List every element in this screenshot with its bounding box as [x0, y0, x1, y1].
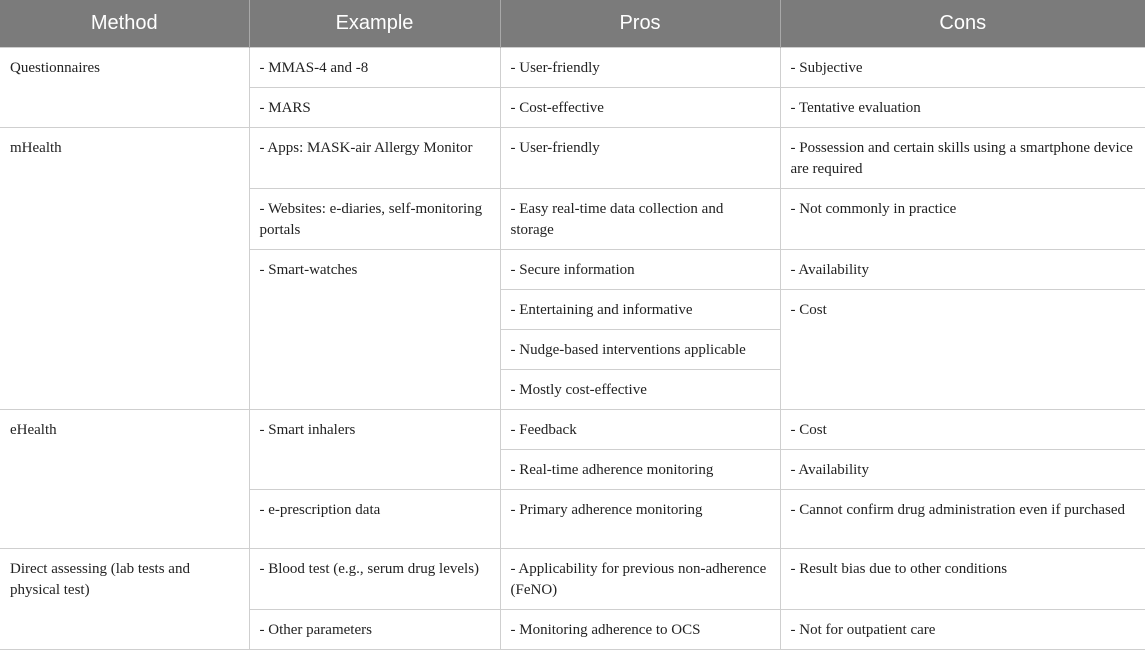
cons-cell: - Subjective [780, 48, 1145, 88]
method-cell: mHealth [0, 128, 249, 410]
cons-cell: - Cost [780, 410, 1145, 450]
example-cell: - Other parameters [249, 610, 500, 650]
header-row [0, 0, 1145, 48]
pros-cell: - Primary adherence monitoring [500, 490, 780, 549]
pros-cell: - Easy real-time data collection and storage [500, 189, 780, 250]
pros-cell: - Monitoring adherence to OCS [500, 610, 780, 650]
pros-cell: - Real-time adherence monitoring [500, 450, 780, 490]
example-cell: - Apps: MASK-air Allergy Monitor [249, 128, 500, 189]
pros-cell: - User-friendly [500, 128, 780, 189]
pros-cell: - Entertaining and informative [500, 290, 780, 330]
table-row [0, 48, 1145, 88]
header-cons: Cons [780, 0, 1145, 48]
example-cell: - Blood test (e.g., serum drug levels) [249, 549, 500, 610]
cons-cell: - Not for outpatient care [780, 610, 1145, 650]
cons-cell: - Cannot confirm drug administration even if purchased [780, 490, 1145, 549]
pros-cell: - User-friendly [500, 48, 780, 88]
table-row [0, 410, 1145, 450]
cons-cell: - Availability [780, 250, 1145, 290]
example-cell: - Smart-watches [249, 250, 500, 410]
cons-cell: - Possession and certain skills using a smartphone device are required [780, 128, 1145, 189]
example-cell: - Websites: e-diaries, self-monitoring portals [249, 189, 500, 250]
example-cell: - MMAS-4 and -8 [249, 48, 500, 88]
method-cell: Direct assessing (lab tests and physical test) [0, 549, 249, 650]
pros-cell: - Secure information [500, 250, 780, 290]
header-method: Method [0, 0, 249, 48]
example-cell: - e-prescription data [249, 490, 500, 549]
pros-cell: - Mostly cost-effective [500, 370, 780, 410]
cons-cell: - Not commonly in practice [780, 189, 1145, 250]
pros-cell: - Applicability for previous non-adherence (FeNO) [500, 549, 780, 610]
pros-cell: - Cost-effective [500, 88, 780, 128]
method-cell: Questionnaires [0, 48, 249, 128]
cons-cell: - Availability [780, 450, 1145, 490]
pros-cell: - Nudge-based interventions applicable [500, 330, 780, 370]
header-example: Example [249, 0, 500, 48]
pros-cell: - Feedback [500, 410, 780, 450]
example-cell: - Smart inhalers [249, 410, 500, 490]
cons-cell: - Result bias due to other conditions [780, 549, 1145, 610]
table-row [0, 549, 1145, 610]
table-row [0, 128, 1145, 189]
cons-cell: - Cost [780, 290, 1145, 410]
method-cell: eHealth [0, 410, 249, 549]
cons-cell: - Tentative evaluation [780, 88, 1145, 128]
header-pros: Pros [500, 0, 780, 48]
example-cell: - MARS [249, 88, 500, 128]
